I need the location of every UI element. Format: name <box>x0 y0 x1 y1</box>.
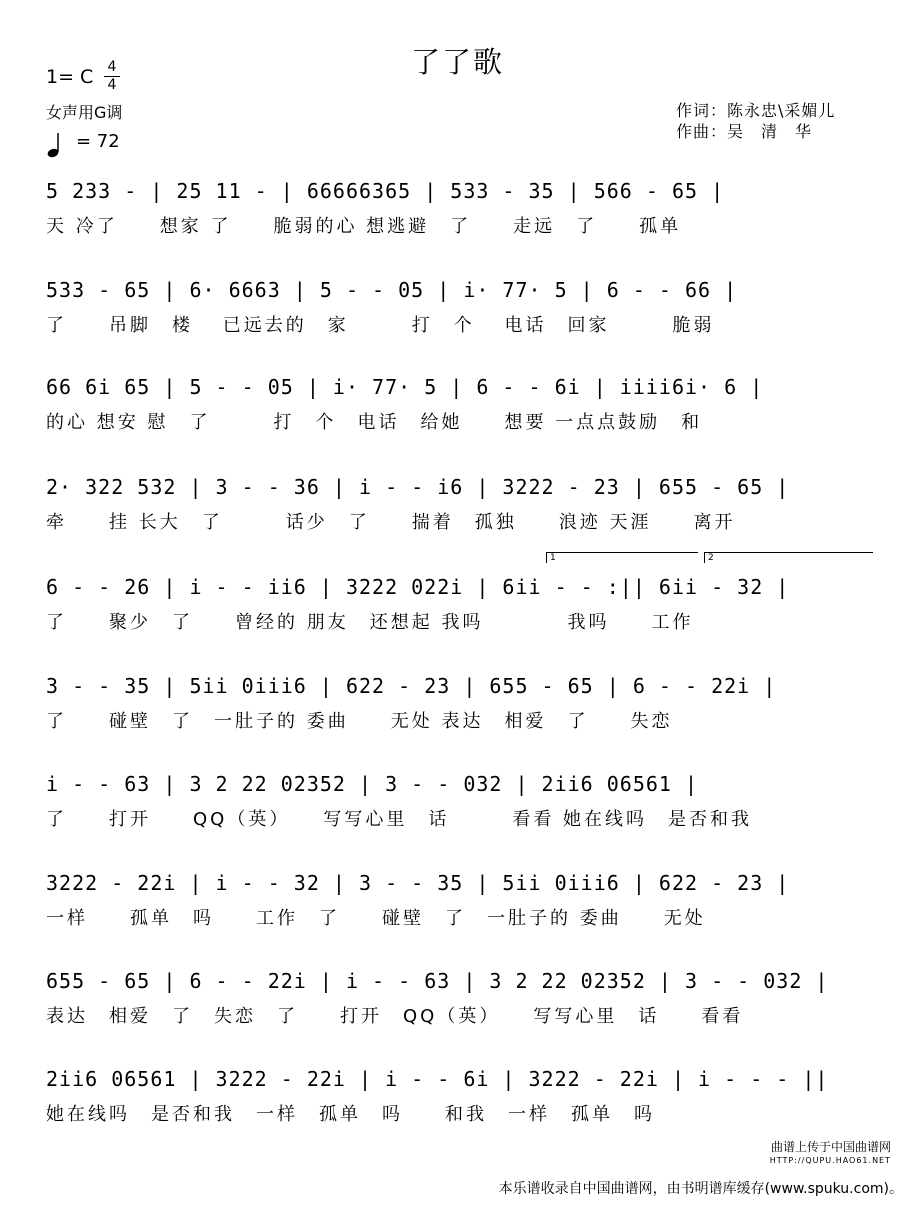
score-row-lyrics: 了 打开 QQ（英） 写写心里 话 看看 她在线吗 是否和我 <box>46 809 753 830</box>
score-row-lyrics: 表达 相爱 了 失恋 了 打开 QQ（英） 写写心里 话 看看 <box>46 1006 744 1027</box>
tempo-marking: = 72 <box>76 131 120 152</box>
score-row-lyrics: 了 聚少 了 曾经的 朋友 还想起 我吗 我吗 工作 <box>46 612 694 633</box>
score-row-notes: 66 6i 65 | 5 - - 05 | i· 77· 5 | 6 - - 6i | iiii6i· 6 | <box>46 375 764 399</box>
score-row-notes: i - - 63 | 3 2 22 02352 | 3 - - 032 | 2ii6 06561 | <box>46 772 699 796</box>
time-signature <box>104 60 120 93</box>
score-row-notes: 5 233 - | 25 11 - | 66666365 | 533 - 35 | 566 - 65 | <box>46 179 725 203</box>
time-signature-top: 4 <box>107 59 117 75</box>
key-signature: 1= C <box>46 66 94 88</box>
time-signature-bottom: 4 <box>107 77 117 93</box>
quarter-note-icon <box>47 132 69 158</box>
score-row-lyrics: 的心 想安 慰 了 打 个 电话 给她 想要 一点点鼓励 和 <box>46 412 703 433</box>
footer-note: 本乐谱收录自中国曲谱网，由书明谱库缓存(www.spuku.com)。 <box>498 1181 903 1197</box>
score-row-notes: 6 - - 26 | i - - ii6 | 3222 022i | 6ii - - :|| 6ii - 32 | <box>46 575 790 599</box>
score-row-lyrics: 她在线吗 是否和我 一样 孤单 吗 和我 一样 孤单 吗 <box>46 1104 655 1125</box>
score-row-notes: 2· 322 532 | 3 - - 36 | i - - i6 | 3222 - 23 | 655 - 65 | <box>46 475 790 499</box>
score-row-notes: 3 - - 35 | 5ii 0iii6 | 622 - 23 | 655 - 65 | 6 - - 22i | <box>46 674 777 698</box>
footer-logo <box>770 1141 891 1167</box>
score-row-notes: 2ii6 06561 | 3222 - 22i | i - - 6i | 3222 - 22i | i - - - || <box>46 1067 829 1091</box>
score-row-notes: 655 - 65 | 6 - - 22i | i - - 63 | 3 2 22 02352 | 3 - - 032 | <box>46 969 829 993</box>
score-row-lyrics: 一样 孤单 吗 工作 了 碰壁 了 一肚子的 委曲 无处 <box>46 908 706 929</box>
score-row-lyrics: 牵 挂 长大 了 话少 了 揣着 孤独 浪迹 天涯 离开 <box>46 512 736 533</box>
volta-first: 1 <box>546 552 698 563</box>
page-title: 了了歌 <box>410 45 504 79</box>
score-row-lyrics: 了 碰壁 了 一肚子的 委曲 无处 表达 相爱 了 失恋 <box>46 711 673 732</box>
score-row-notes: 533 - 65 | 6· 6663 | 5 - - 05 | i· 77· 5 | 6 - - 66 | <box>46 278 738 302</box>
footer-logo-text: 曲谱上传于中国曲谱网 <box>770 1140 891 1154</box>
composer-credit: 作曲：吴 清 华 <box>676 122 813 141</box>
score-row-lyrics: 了 吊脚 楼 已远去的 家 打 个 电话 回家 脆弱 <box>46 315 715 336</box>
voice-note: 女声用G调 <box>46 103 123 122</box>
score-row-notes: 3222 - 22i | i - - 32 | 3 - - 35 | 5ii 0iii6 | 622 - 23 | <box>46 871 790 895</box>
volta-second: 2 <box>704 552 873 563</box>
lyricist-credit: 作词：陈永忠\采媚儿 <box>676 101 836 120</box>
score-row-lyrics: 天 冷了 想家 了 脆弱的心 想逃避 了 走远 了 孤单 <box>46 216 682 237</box>
footer-logo-url: HTTP://QUPU.HAO61.NET <box>769 1156 891 1165</box>
